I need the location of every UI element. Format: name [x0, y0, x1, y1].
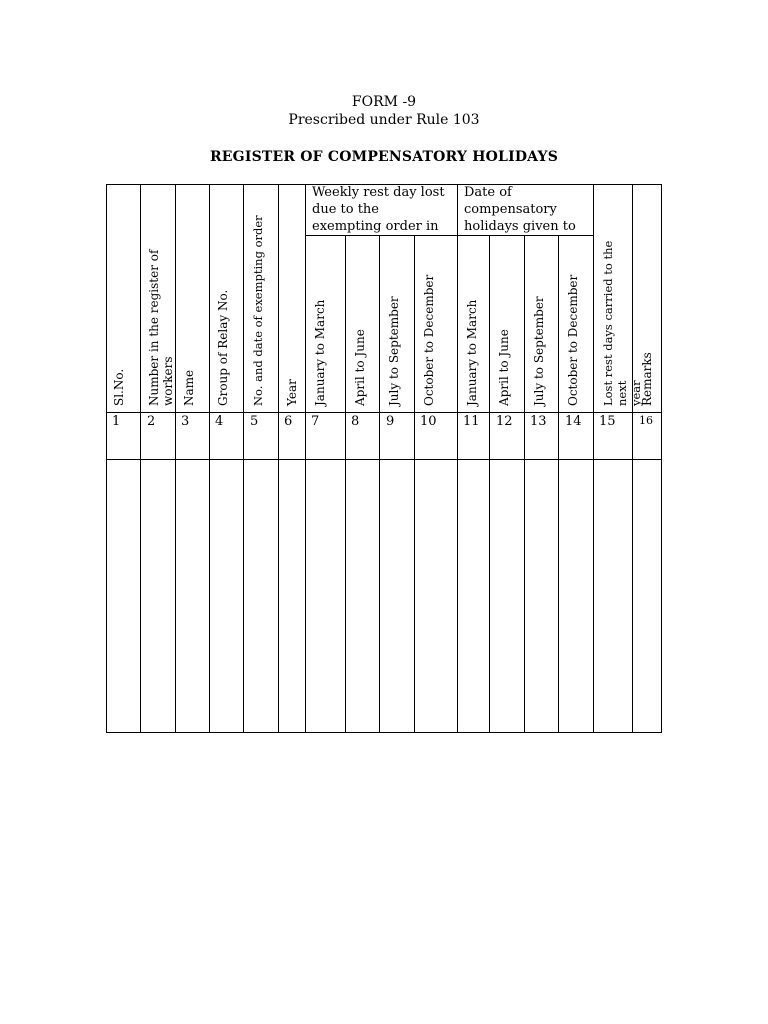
column-number: 14: [565, 414, 582, 429]
column-number: 16: [639, 414, 653, 427]
column-header-year: Year: [285, 379, 299, 406]
column-number: 15: [599, 414, 616, 429]
column-header-comp-jul-sep: July to September: [532, 296, 546, 406]
form-number: FORM -9: [351, 94, 417, 110]
column-number: 12: [496, 414, 513, 429]
column-number: 3: [181, 414, 190, 429]
column-number: 4: [215, 414, 224, 429]
rule-reference: Prescribed under Rule 103: [288, 112, 480, 128]
column-number: 13: [530, 414, 547, 429]
column-header-lost-rest-carried: Lost rest days carried to the next year: [601, 240, 643, 406]
column-header-lost-jul-sep: July to September: [387, 296, 401, 406]
column-number: 7: [311, 414, 320, 429]
table-border: [107, 185, 662, 733]
column-header-comp-apr-jun: April to June: [497, 329, 511, 406]
column-header-comp-oct-dec: October to December: [566, 274, 580, 406]
column-number: 9: [386, 414, 395, 429]
column-header-register-number: Number in the register of workers: [147, 249, 175, 406]
column-number: 5: [250, 414, 259, 429]
column-number: 10: [420, 414, 437, 429]
column-header-lost-oct-dec: October to December: [422, 274, 436, 406]
column-number: 1: [112, 414, 121, 429]
column-number: 11: [463, 414, 480, 429]
column-number: 8: [351, 414, 360, 429]
column-header-lost-apr-jun: April to June: [353, 329, 367, 406]
column-header-name: Name: [182, 369, 196, 406]
column-number: 6: [284, 414, 293, 429]
register-title: REGISTER OF COMPENSATORY HOLIDAYS: [209, 149, 559, 165]
group-header-compensatory-date: Date of compensatory holidays given to: [464, 185, 576, 234]
column-header-lost-jan-mar: January to March: [313, 299, 327, 406]
column-header-exempting-order: No. and date of exempting order: [251, 215, 265, 406]
column-number: 2: [147, 414, 156, 429]
column-header-comp-jan-mar: January to March: [465, 299, 479, 406]
column-header-relay-group: Group of Relay No.: [216, 289, 230, 406]
column-header-remarks: Remarks: [640, 352, 654, 406]
column-header-sl-no: Sl.No.: [112, 368, 126, 406]
group-header-weekly-rest-lost: Weekly rest day lost due to the exempting order in: [312, 185, 445, 234]
